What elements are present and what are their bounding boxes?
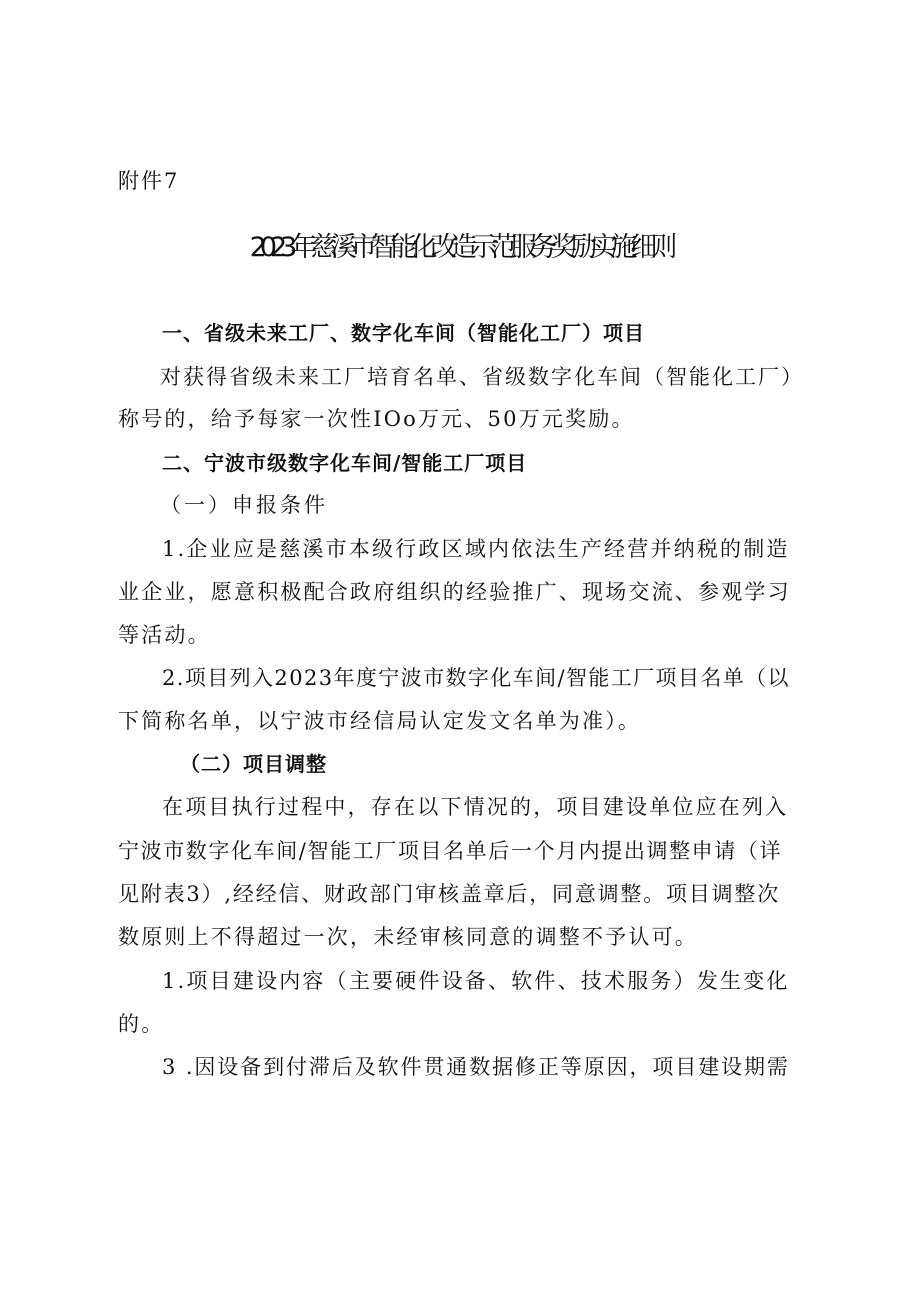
adjustment-paragraph-line: 见附表3）,经经信、财政部门审核盖章后，同意调整。项目调整次	[118, 882, 781, 906]
adjustment-paragraph-line: 在项目执行过程中，存在以下情况的，项目建设单位应在列入	[162, 795, 789, 819]
attachment-label: 附件7	[118, 169, 180, 193]
adjustment-paragraph-line: 宁波市数字化车间/智能工厂项目名单后一个月内提出调整申请（详	[118, 839, 783, 863]
condition-item-1-line: 业企业，愿意积极配合政府组织的经验推广、现场交流、参观学习	[118, 580, 791, 604]
subsection-project-adjustment-heading: （二）项目调整	[180, 752, 327, 776]
condition-item-2-line: 2.项目列入2023年度宁波市数字化车间/智能工厂项目名单（以	[162, 666, 790, 690]
section1-paragraph-line: 称号的，给予每家一次性IOo万元、50万元奖励。	[118, 407, 635, 431]
section2-heading: 二、宁波市级数字化车间/智能工厂项目	[162, 451, 528, 475]
subsection-application-conditions-heading: （一）申报条件	[160, 493, 328, 517]
condition-item-1-line: 等活动。	[118, 623, 211, 647]
adjustment-item-3-line: 3 .因设备到付滞后及软件贯通数据修正等原因，项目建设期需	[162, 1055, 790, 1079]
adjustment-item-1-line: 1.项目建设内容（主要硬件设备、软件、技术服务）发生变化	[162, 969, 790, 993]
section1-paragraph-line: 对获得省级未来工厂培育名单、省级数字化车间（智能化工厂）	[160, 365, 804, 389]
section1-heading: 一、省级未来工厂、数字化车间（智能化工厂）项目	[162, 321, 645, 345]
adjustment-item-1-line: 的。	[118, 1012, 165, 1036]
document-title: 2023年慈溪市智能化改造示范服务奖励实施细则	[249, 232, 671, 263]
condition-item-1-line: 1.企业应是慈溪市本级行政区域内依法生产经营并纳税的制造	[162, 537, 790, 561]
adjustment-paragraph-line: 数原则上不得超过一次，未经审核同意的调整不予认可。	[118, 925, 698, 949]
condition-item-2-line: 下简称名单，以宁波市经信局认定发文名单为准）。	[118, 709, 642, 733]
